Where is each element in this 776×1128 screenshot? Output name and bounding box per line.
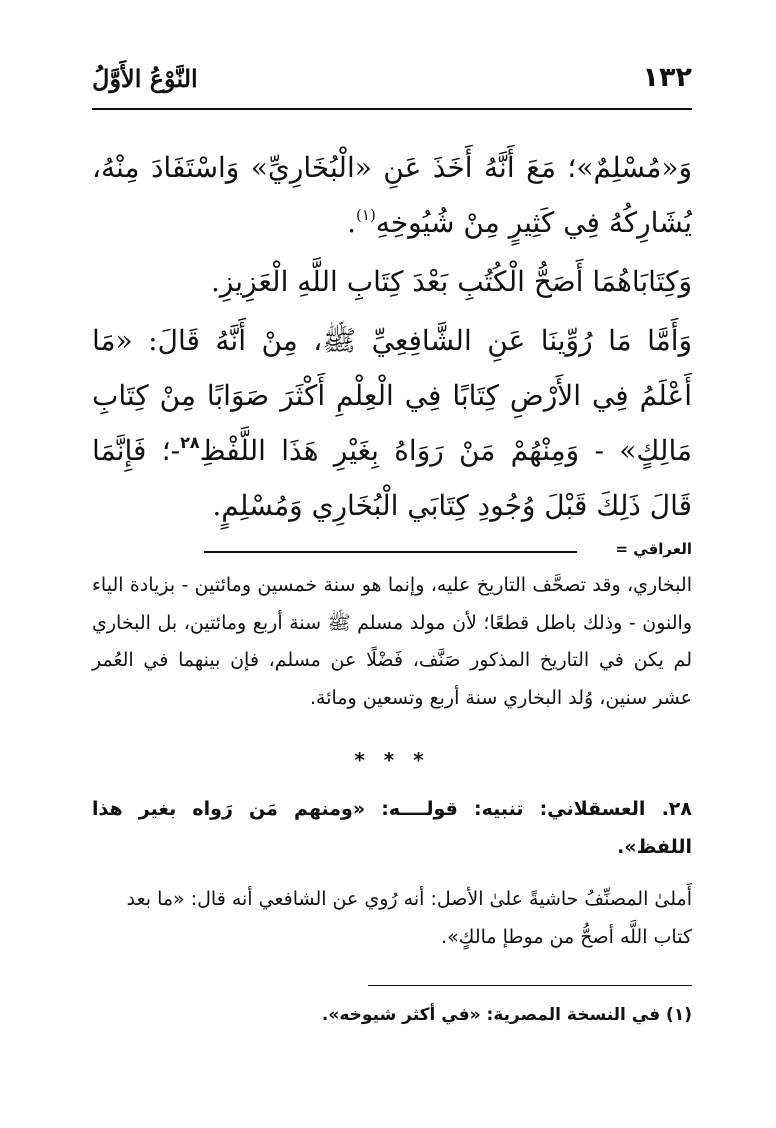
marginal-note-text: أَملىٰ المصنِّفُ حاشيةً علىٰ الأصل: أنه رُوي عن الشافعي أنه قال: «ما بعد كتاب اللَّه أصحُّ من موطإ مالكٍ».	[126, 888, 692, 948]
main-paragraph	[92, 254, 692, 309]
marginal-note	[92, 880, 692, 956]
footnote-text: (١) في النسخة المصرية: «في أكثر شيوخه».	[321, 1005, 692, 1025]
running-title: النَّوْعُ الأَوَّلُ	[92, 64, 198, 93]
main-paragraph-text: وَأَمَّا مَا رُوِّينَا عَنِ الشَّافِعِيِّ ﷺ، مِنْ أَنَّهُ قَالَ: «مَا أَعْلَمُ فِي الأَرْضِ كِتَابًا فِي الْعِلْمِ أَكْثَرَ صَوَابًا مِنْ كِتَابِ مَالِكٍ» - وَمِنْهُمْ مَنْ رَوَاهُ بِغَيْرِ هَذَا اللَّفْظِ	[92, 324, 692, 467]
page-header	[92, 62, 692, 96]
commentary-header	[92, 540, 692, 562]
note-28	[92, 790, 692, 866]
commentary-text	[92, 567, 692, 717]
footnote	[92, 1000, 692, 1030]
commentator-label: العراقي =	[615, 540, 692, 558]
footnote-rule	[368, 985, 692, 986]
page-number: ١٣٢	[642, 62, 692, 93]
note-28-text: ٢٨. العسقلاني: تنبيه: قولــــه: «ومنهم مَن رَواه بغير هذا اللفظ».	[92, 798, 692, 858]
commentary-rule	[204, 551, 577, 553]
main-paragraph	[92, 140, 692, 250]
main-paragraph	[92, 313, 692, 533]
paragraph-end: .	[347, 206, 357, 239]
main-paragraph-text: وَكِتَابَاهُمَا أَصَحُّ الْكُتُبِ بَعْدَ كِتَابِ اللَّهِ الْعَزِيزِ.	[210, 265, 692, 298]
header-rule	[92, 108, 692, 110]
footnote-marker: (١)	[356, 206, 376, 224]
section-separator: * * *	[354, 748, 430, 772]
note-marker: ٢٨	[180, 433, 200, 452]
commentary-paragraph: البخاري، وقد تصحَّف التاريخ عليه، وإنما هو سنة خمسين ومائتين - بزيادة الياء والنون - وذلك باطل قطعًا؛ لأن مولد مسلم ﷺ سنة أربع ومائتين، بل البخاري لم يكن في التاريخ المذكور صَنَّف، فَضْلًا عن مسلم، فإن بينهما في العُمر عشر سنين، وُلد البخاري سنة أربع وتسعين ومائة.	[92, 574, 692, 709]
main-paragraph-text: -؛ فَإِنَّمَا قَالَ ذَلِكَ قَبْلَ وُجُودِ كِتَابَي الْبُخَارِي وَمُسْلِمٍ.	[92, 434, 692, 522]
main-paragraph-text: وَ«مُسْلِمٌ»؛ مَعَ أَنَّهُ أَخَذَ عَنِ «الْبُخَارِيِّ» وَاسْتَفَادَ مِنْهُ، يُشَارِكُهُ فِي كَثِيرٍ مِنْ شُيُوخِهِ	[92, 151, 692, 239]
main-text	[92, 140, 692, 537]
